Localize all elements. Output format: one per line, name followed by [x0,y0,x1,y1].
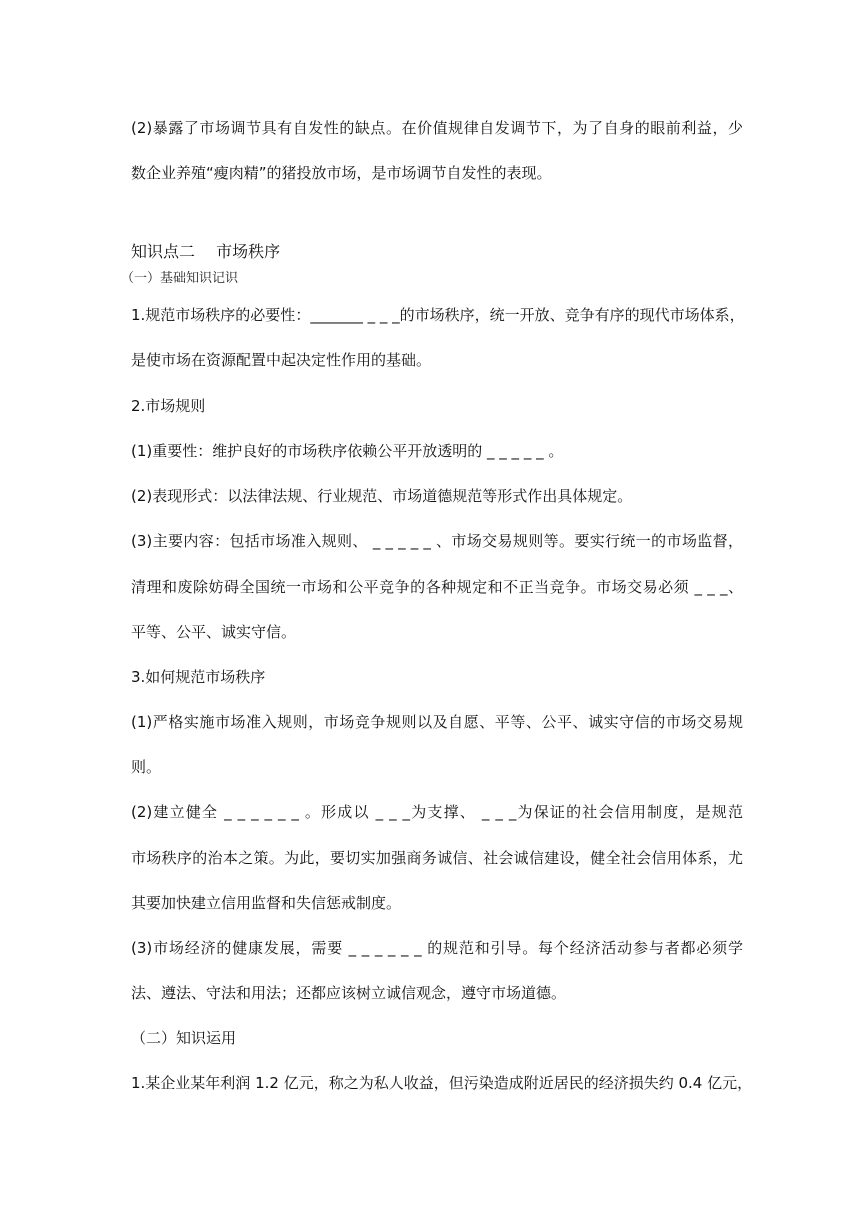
paragraph-line: 法、遵法、守法和用法；还都应该树立诚信观念，遵守市场道德。 [131,984,567,1002]
paragraph-line: 清理和废除妨碍全国统一市场和公平竞争的各种规定和不正当竞争。市场交易必须 _ _ _、 [131,578,743,596]
paragraph-line: 1.规范市场秩序的必要性：_______ _ _ _的市场秩序，统一开放、竞争有序的现代市场体系， [131,306,745,324]
paragraph-line: 是使市场在资源配置中起决定性作用的基础。 [131,351,432,369]
paragraph-line: 平等、公平、诚实守信。 [131,623,297,641]
section-heading: 知识点二 市场秩序 [131,242,281,261]
paragraph-line: (2)建立健全 _ _ _ _ _ _ 。形成以 _ _ _为支撑、 _ _ _为保证的社会信用制度，是规范 [131,803,743,821]
paragraph-line: (2)暴露了市场调节具有自发性的缺点。在价值规律自发调节下，为了自身的眼前利益，少 [131,119,743,137]
paragraph-line: 1.某企业某年利润 1.2 亿元，称之为私人收益，但污染造成附近居民的经济损失约 0.4 亿元， [131,1074,753,1092]
paragraph-line: 市场秩序的治本之策。为此，要切实加强商务诚信、社会诚信建设，健全社会信用体系，尤 [131,849,743,867]
paragraph-line: (1)重要性：维护良好的市场秩序依赖公平开放透明的 _ _ _ _ _ 。 [131,442,564,460]
section-subheading: （二）知识运用 [131,1029,237,1047]
paragraph-line: (3)市场经济的健康发展，需要 _ _ _ _ _ _ 的规范和引导。每个经济活动参与者都必须学 [131,939,743,957]
paragraph-line: 其要加快建立信用监督和失信惩戒制度。 [131,894,402,912]
paragraph-line: (3)主要内容：包括市场准入规则、 _ _ _ _ _ 、市场交易规则等。要实行统一的市场监督， [131,532,743,550]
paragraph-line: 数企业养殖“瘦肉精”的猪投放市场，是市场调节自发性的表现。 [131,164,552,182]
paragraph-line: 3.如何规范市场秩序 [131,668,266,686]
paragraph-line: 2.市场规则 [131,397,206,415]
paragraph-line: 则。 [131,758,162,776]
paragraph-line: (2)表现形式：以法律法规、行业规范、市场道德规范等形式作出具体规定。 [131,487,633,505]
paragraph-line: (1)严格实施市场准入规则，市场竞争规则以及自愿、平等、公平、诚实守信的市场交易规 [131,713,743,731]
section-subheading: （一）基础知识记识 [121,271,239,286]
